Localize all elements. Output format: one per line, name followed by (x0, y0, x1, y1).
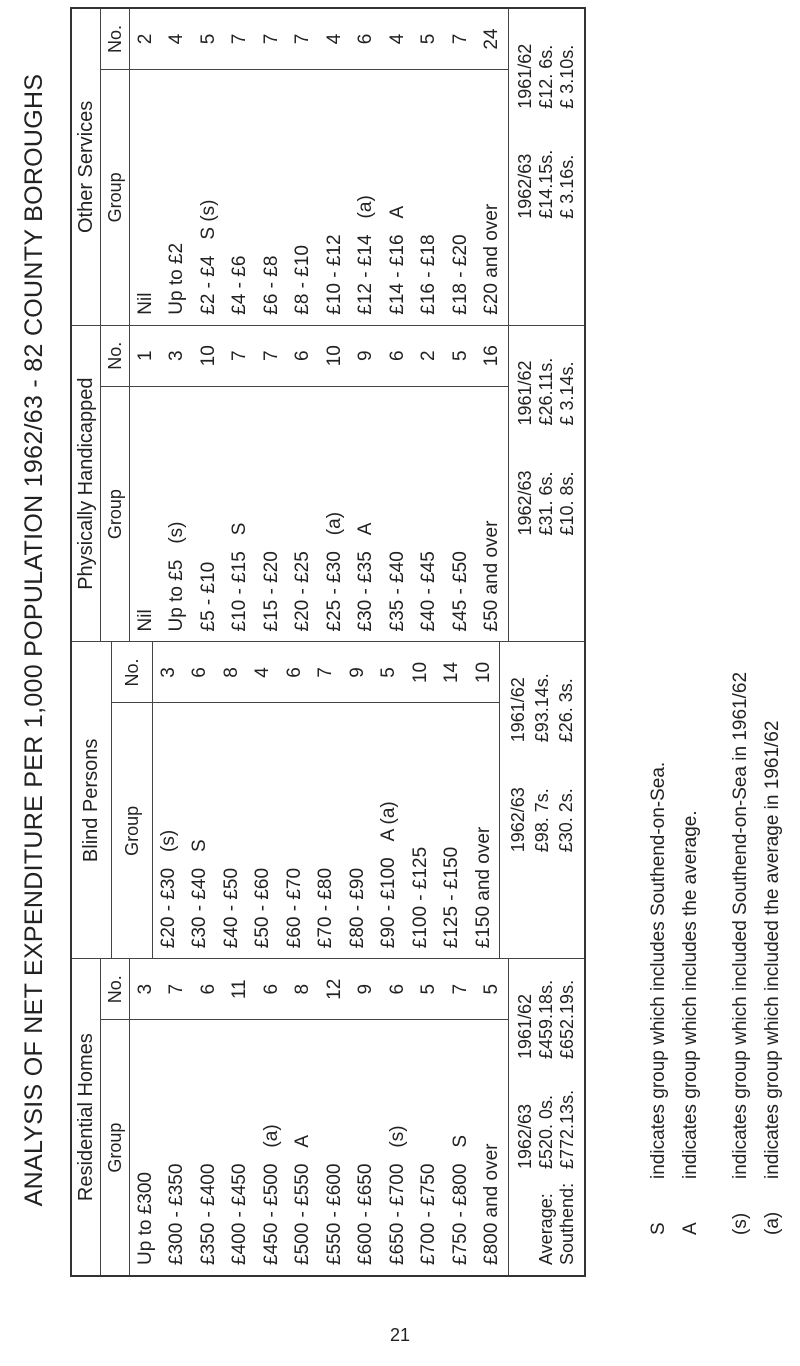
group-range: Up to £2 (166, 242, 188, 315)
group-marker: (s) (166, 521, 188, 544)
group-cell (225, 1020, 257, 1265)
count-cell: 2 (134, 33, 156, 45)
section-title: Other Services (72, 9, 101, 325)
group-cell (288, 1020, 320, 1265)
group-marker: A (355, 522, 377, 536)
group-range: £500 - £550 (292, 1163, 314, 1265)
group-cell (414, 1020, 446, 1265)
footnote-s-lower: (s) indicates group which included Southend-on-Sea in 1961/62 (730, 671, 751, 1235)
group-cell (247, 704, 279, 949)
southend-label (557, 219, 578, 315)
group-cell (382, 387, 414, 632)
southend-previous: £26. 3s. (555, 678, 576, 743)
count-cell: 10 (472, 661, 494, 684)
count-cell: 2 (418, 350, 440, 362)
count-cell: 3 (157, 667, 179, 678)
average-current: £31. 6s. (536, 471, 556, 536)
count-cell: 24 (481, 28, 503, 50)
group-range: Up to £5 (166, 559, 188, 632)
group-header: Group (101, 1019, 129, 1275)
group-range: £300 - £350 (166, 1163, 188, 1265)
southend-line (557, 19, 578, 315)
year-header-line (515, 336, 536, 632)
group-cell (162, 387, 194, 632)
group-range: £45 - £50 (449, 551, 471, 632)
no-header: No. (121, 658, 142, 687)
group-range: Up to £300 (134, 1172, 156, 1265)
count-cell: 4 (166, 33, 188, 45)
count-cell: 9 (355, 983, 377, 995)
southend-previous: £ 3.10s. (557, 44, 577, 109)
table-rows (130, 326, 508, 642)
group-cell (162, 70, 194, 315)
group-range: £15 - £20 (260, 551, 282, 632)
group-range: £600 - £650 (355, 1163, 377, 1265)
group-cell (193, 387, 225, 632)
count-cell: 9 (346, 667, 368, 678)
count-cell: 5 (197, 33, 219, 45)
year-header-line (515, 969, 536, 1265)
group-marker: (a) (260, 1124, 282, 1148)
group-cell (382, 1020, 414, 1265)
group-range: £400 - £450 (229, 1163, 251, 1265)
average-label: Average: (536, 1193, 556, 1265)
footnote-a-upper: A indicates group which includes the average. (680, 810, 701, 1235)
group-range: £10 - £15 (229, 551, 251, 632)
count-cell: 11 (229, 979, 251, 1000)
group-cell (288, 387, 320, 632)
group-range: £350 - £400 (197, 1163, 219, 1265)
group-marker: A (a) (378, 801, 400, 842)
group-marker: A (292, 1134, 314, 1148)
page-number: 21 (389, 1325, 411, 1345)
group-range: £100 - £125 (409, 846, 431, 949)
group-range: £35 - £40 (386, 551, 408, 632)
count-cell: 6 (189, 667, 211, 678)
average-line (532, 653, 553, 949)
count-column (130, 326, 508, 386)
year-current: 1962/63 (507, 787, 528, 853)
expenditure-table (70, 7, 586, 1277)
group-range: Nil (134, 609, 156, 632)
group-cell (414, 387, 446, 632)
count-cell: 5 (481, 983, 503, 995)
year-previous: 1961/62 (515, 360, 535, 426)
group-marker: S (229, 522, 251, 536)
count-cell: 5 (449, 350, 471, 362)
column-headers (101, 959, 130, 1275)
average-previous: £26.11s. (536, 357, 556, 426)
no-header: No. (104, 341, 125, 370)
footnotes-current (648, 55, 702, 1235)
group-cell (477, 70, 509, 315)
count-cell: 4 (252, 667, 274, 678)
count-cell: 1 (134, 350, 156, 362)
southend-current: £10. 8s. (557, 471, 577, 536)
southend-line (557, 336, 578, 632)
footnotes (648, 55, 798, 1235)
group-range: £30 - £40 (189, 867, 211, 949)
southend-current: £ 3.16s. (557, 154, 577, 219)
group-range: £90 - £100 (378, 857, 400, 949)
group-range: £30 - £35 (355, 551, 377, 632)
count-cell: 14 (441, 661, 463, 684)
southend-line (556, 653, 577, 949)
group-range: £750 - £800 (449, 1163, 471, 1265)
count-cell: 9 (355, 350, 377, 362)
average-label (532, 852, 553, 948)
group-cell (319, 387, 351, 632)
southend-label: Southend: (557, 1182, 577, 1265)
count-cell: 7 (229, 350, 251, 362)
group-cell (225, 387, 257, 632)
group-marker: (a) (323, 511, 345, 536)
average-line (536, 19, 557, 315)
southend-current: £30. 2s. (555, 788, 576, 853)
count-cell: 3 (134, 983, 156, 995)
page-title: ANALYSIS OF NET EXPENDITURE PER 1,000 POPULATION 1962/63 - 82 COUNTY BOROUGHS (20, 73, 48, 1207)
no-header: No. (104, 25, 125, 54)
section-title: Residential Homes (72, 959, 101, 1275)
count-cell: 12 (323, 978, 345, 1000)
average-previous: £93.14s. (531, 673, 552, 743)
averages-block (499, 643, 584, 959)
group-range: £10 - £12 (323, 234, 345, 315)
count-cell: 10 (323, 345, 345, 367)
group-header: Group (101, 386, 129, 642)
count-cell: 7 (449, 33, 471, 45)
average-line (536, 336, 557, 632)
group-cell (414, 70, 446, 315)
group-range: £40 - £45 (418, 551, 440, 632)
count-cell: 7 (260, 350, 282, 362)
group-range: £8 - £10 (292, 245, 314, 315)
column-headers (112, 643, 152, 959)
group-range: £650 - £700 (386, 1163, 408, 1265)
count-cell: 6 (260, 983, 282, 995)
count-cell: 6 (355, 33, 377, 45)
group-range: £150 and over (472, 826, 494, 949)
count-cell: 7 (315, 667, 337, 678)
section-other-services (72, 9, 584, 326)
group-cell (405, 704, 437, 949)
section-residential-homes (72, 959, 584, 1275)
section-title: Physically Handicapped (72, 326, 101, 642)
group-range: £18 - £20 (449, 234, 471, 315)
group-marker: (s) (386, 1125, 408, 1148)
group-range: £25 - £30 (323, 551, 345, 632)
group-marker: S (s) (197, 199, 219, 240)
count-cell: 6 (386, 350, 408, 362)
count-cell: 5 (378, 667, 400, 678)
footnote-a-lower: (a) indicates group which included the average in 1961/62 (762, 720, 783, 1235)
group-range: £60 - £70 (283, 867, 305, 949)
group-range: £16 - £18 (418, 234, 440, 315)
average-current: £98. 7s. (531, 788, 552, 853)
group-marker: (a) (355, 195, 377, 219)
group-column (130, 386, 508, 642)
group-range: £50 and over (481, 520, 503, 632)
group-range: £12 - £14 (355, 234, 377, 315)
group-range: £2 - £4 (197, 255, 219, 315)
southend-current: £772.13s. (557, 1089, 577, 1169)
year-header-line (515, 19, 536, 315)
group-cell (342, 704, 374, 949)
count-cell: 4 (323, 33, 345, 45)
year-current: 1962/63 (515, 153, 535, 219)
average-line (536, 969, 557, 1265)
group-cell (193, 70, 225, 315)
table-rows (153, 643, 500, 959)
group-range: £20 and over (481, 203, 503, 315)
average-previous: £12. 6s. (536, 44, 556, 109)
year-current: 1962/63 (515, 470, 535, 536)
count-column (130, 9, 508, 69)
group-cell (288, 70, 320, 315)
count-cell: 6 (292, 350, 314, 362)
averages-block (508, 9, 584, 325)
section-title: Blind Persons (72, 643, 112, 959)
averages-block (508, 959, 584, 1275)
section-blind-persons (72, 643, 584, 960)
southend-label (557, 536, 578, 632)
southend-previous: £652.19s. (557, 979, 577, 1059)
group-cell (130, 70, 162, 315)
rotated-page-content (8, 0, 788, 1285)
group-range: £800 and over (481, 1143, 503, 1265)
group-marker: S (189, 839, 211, 852)
group-cell (256, 70, 288, 315)
southend-label (556, 852, 577, 948)
group-cell (184, 704, 216, 949)
group-cell (351, 70, 383, 315)
count-cell: 6 (283, 667, 305, 678)
count-column (130, 959, 508, 1019)
count-cell: 7 (260, 33, 282, 45)
average-label (536, 219, 557, 315)
average-current: £520. 0s. (536, 1094, 556, 1169)
group-cell (477, 1020, 509, 1265)
group-cell (373, 704, 405, 949)
count-cell: 7 (166, 983, 188, 995)
count-cell: 7 (229, 33, 251, 45)
group-cell (382, 70, 414, 315)
year-header-line (508, 653, 529, 949)
column-headers (101, 9, 130, 325)
group-cell (319, 70, 351, 315)
group-range: £4 - £6 (229, 255, 251, 315)
group-cell (319, 1020, 351, 1265)
group-cell (279, 704, 311, 949)
group-range: Nil (134, 292, 156, 315)
group-marker: (s) (157, 829, 179, 852)
group-cell (436, 704, 468, 949)
footnote-s-upper: S indicates group which includes Southend-on-Sea. (648, 761, 669, 1235)
group-range: £5 - £10 (197, 561, 219, 632)
count-cell: 16 (481, 345, 503, 367)
count-cell: 10 (409, 661, 431, 684)
year-previous: 1961/62 (515, 43, 535, 109)
group-cell (153, 704, 185, 949)
count-cell: 10 (197, 345, 219, 367)
count-column (153, 643, 500, 703)
group-range: £450 - £500 (260, 1163, 282, 1265)
group-range: £40 - £50 (220, 867, 242, 949)
group-cell (477, 387, 509, 632)
group-range: £6 - £8 (260, 255, 282, 315)
group-range: £125 - £150 (441, 846, 463, 949)
no-header: No. (104, 975, 125, 1004)
group-cell (130, 1020, 162, 1265)
group-range: £20 - £30 (157, 867, 179, 949)
group-marker: S (449, 1134, 471, 1148)
group-cell (130, 387, 162, 632)
group-cell (468, 704, 500, 949)
count-cell: 6 (197, 983, 219, 995)
group-cell (445, 387, 477, 632)
count-cell: 5 (418, 983, 440, 995)
average-current: £14.15s. (536, 149, 556, 219)
table-rows (130, 9, 508, 325)
group-marker: A (386, 205, 408, 219)
count-cell: 8 (292, 983, 314, 995)
group-column (153, 703, 500, 959)
group-cell (225, 70, 257, 315)
count-cell: 7 (449, 983, 471, 995)
group-cell (256, 387, 288, 632)
count-cell: 8 (220, 667, 242, 678)
count-cell: 7 (292, 33, 314, 45)
group-cell (445, 1020, 477, 1265)
count-cell: 3 (166, 350, 188, 362)
year-previous: 1961/62 (515, 993, 535, 1059)
group-range: £50 - £60 (252, 867, 274, 949)
group-cell (216, 704, 248, 949)
group-cell (193, 1020, 225, 1265)
year-current: 1962/63 (515, 1103, 535, 1169)
group-header: Group (112, 703, 151, 959)
footnotes-previous (730, 55, 784, 1235)
year-previous: 1961/62 (507, 677, 528, 743)
count-cell: 4 (386, 33, 408, 45)
group-cell (162, 1020, 194, 1265)
group-cell (351, 1020, 383, 1265)
group-cell (256, 1020, 288, 1265)
group-range: £20 - £25 (292, 551, 314, 632)
section-physically-handicapped (72, 326, 584, 643)
group-range: £70 - £80 (315, 867, 337, 949)
count-cell: 6 (386, 983, 408, 995)
group-range: £700 - £750 (418, 1163, 440, 1265)
averages-block (508, 326, 584, 642)
southend-previous: £ 3.14s. (557, 361, 577, 426)
group-range: £80 - £90 (346, 867, 368, 949)
group-cell (445, 70, 477, 315)
group-cell (351, 387, 383, 632)
average-previous: £459.18s. (536, 979, 556, 1059)
column-headers (101, 326, 130, 642)
group-range: £550 - £600 (323, 1163, 345, 1265)
group-column (130, 69, 508, 325)
average-label (536, 536, 557, 632)
group-cell (310, 704, 342, 949)
southend-line (557, 969, 578, 1265)
group-range: £14 - £16 (386, 234, 408, 315)
group-column (130, 1019, 508, 1275)
group-header: Group (101, 69, 129, 325)
table-rows (130, 959, 508, 1275)
count-cell: 5 (418, 33, 440, 45)
